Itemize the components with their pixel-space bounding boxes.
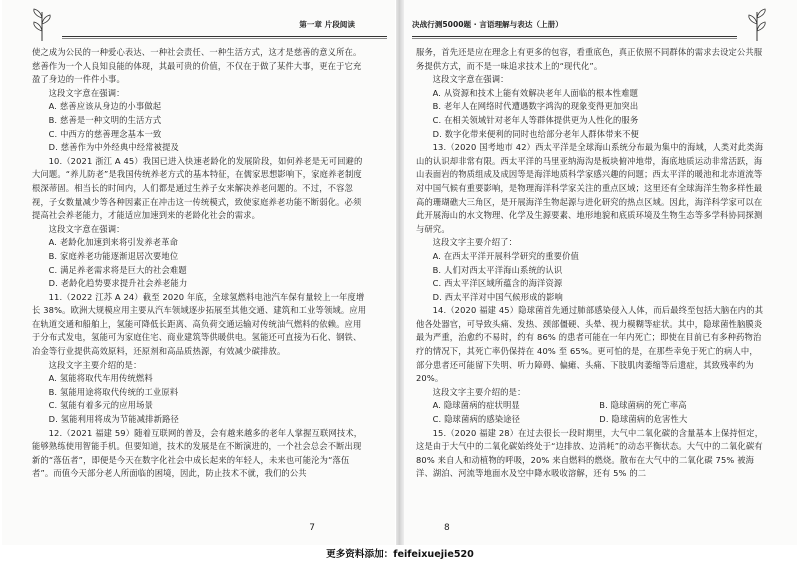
book-title-header: 决战行测5000题 · 言语理解与表达（上册） <box>412 20 563 29</box>
answer-option: D. 老龄化趋势要求提升社会养老能力 <box>48 278 188 289</box>
answer-option: C. 在相关领域针对老年人等群体提供更为人性化的服务 <box>432 114 639 125</box>
answer-option: B. 隐球菌病的死亡率高 <box>599 400 687 411</box>
answer-option: C. 中西方的慈善理念基本一致 <box>48 128 162 139</box>
answer-option: C. 西太平洋区域所蕴含的海洋资源 <box>432 278 563 289</box>
answer-option: A. 氢能将取代车用传统燃料 <box>48 373 153 384</box>
answer-option: B. 人们对西太平洋海山系统的认识 <box>432 264 563 275</box>
answer-option: A. 从资源和技术上能有效解决老年人面临的根本性难题 <box>432 87 639 98</box>
answer-option: C. 氢能有着多元的应用场景 <box>48 400 154 411</box>
answer-option: D. 西太平洋对中国气候形成的影响 <box>432 291 563 302</box>
header-rule-thin <box>62 38 387 39</box>
answer-option: D. 隐球菌病的危害性大 <box>599 414 688 425</box>
question-paragraph: 15.（2020 福建 28）在过去很长一段时期里，大气中二氧化碳的含量基本上保持恒定，这是由于大气中的二氧化碳始终处于“边排放、边消耗”的动态平衡状态。大气中的二氧化碳有 80% 来自人和动植物的呼吸，20% 来自燃料的燃烧。散布在大气中的二氧化碳 75% 被海洋、湖泊、河流等地面水及空中降水吸收溶解，还有 5% 的二 <box>416 427 764 479</box>
page-number: 7 <box>309 523 315 533</box>
leaf-ornament-icon <box>30 8 54 42</box>
chapter-header: 第一章 片段阅读 <box>299 20 355 29</box>
left-page <box>2 0 395 545</box>
paragraph: 服务，首先还是应在理念上有更多的包容，看重底色，真正依照不同群体的需求去设定公共服务提供方式，而不是一味追求技术上的“现代化”。 <box>416 47 763 71</box>
answer-option: A. 在西太平洋开展科学研究的重要价值 <box>432 250 579 261</box>
question-stem: 这段文字意在强调： <box>432 74 509 85</box>
question-paragraph: 13.（2020 国考地市 42）西太平洋是全球海山系统分布最为集中的海域，人类对此类海山的认识却非常有限。西太平洋的马里亚纳海沟是板块俯冲地带，海底地质运动非常活跃，海山表面岩的物质组成及成因等是海洋地质科学家感兴趣的问题；西太平洋的暖池和北赤道流等对中国气候有重要影响，是物理海洋科学家关注的重点区域；这里还有全球海洋生物多样性最高的珊瑚礁大三角区，是开展海洋生物起源与进化研究的热点区域。因此，海洋科学家可以在此开展海山的水文物理、化学及生源要素、地形地貌和底质环境及生物生态等多学科协同探测与研究。 <box>416 142 764 234</box>
question-paragraph: 10.（2021 浙江 A 45）我国已进入快速老龄化的发展阶段，如何养老是无可回避的大问题。“养儿防老”是我国传统养老方式的基本特征，在儒家思想影响下，家庭养老制度根深蒂固。相当长的时间内，人们都是通过生养子女来解决养老问题的。不过，不容忽视，子女数量减少等各种因素正在冲击这一传统模式，致使家庭养老功能不断弱化。必须提高社会养老能力，才能适应加速到来的老龄化社会的需求。 <box>32 155 363 221</box>
answer-option: B. 氢能用途将取代传统的工业原料 <box>48 386 179 397</box>
answer-option: C. 满足养老需求将是巨大的社会难题 <box>48 264 187 275</box>
header-rule-thin <box>412 38 737 39</box>
question-paragraph: 11.（2022 江苏 A 24）截至 2020 年底，全球氢燃料电池汽车保有量较上一年度增长 38%。欧洲大规模应用主要从汽车领域逐步拓展至其他交通、建筑和工业等领域。应用在轨道交通和船舶上，氢能可降低长距离、高负荷交通运输对传统油气燃料的依赖。应用于分布式发电，氢能可为家庭住宅、商业建筑等供暖供电。氢能还可直接为石化、钢铁、冶金等行业提供高效原料，还原剂和高品质热源，有效减少碳排放。 <box>32 291 367 357</box>
right-page <box>404 0 797 545</box>
footer-watermark-text: 更多资料添加：feifeixuejie520 <box>326 549 474 560</box>
question-stem: 这段文字意在强调： <box>48 223 125 234</box>
leaf-ornament-icon <box>745 8 769 42</box>
answer-option: B. 家庭养老功能逐渐退居次要地位 <box>48 250 179 261</box>
answer-option: D. 慈善作为中外经典中经常被提及 <box>48 142 179 153</box>
option-grid <box>416 399 766 426</box>
answer-option: A. 老龄化加速到来将引发养老革命 <box>48 237 179 248</box>
right-page-body <box>416 46 766 481</box>
book-gutter <box>396 0 404 545</box>
header-rule <box>412 36 737 37</box>
question-stem: 这段文字主要介绍的是： <box>48 359 142 370</box>
question-paragraph: 12.（2021 福建 59）随着互联网的普及，会有越来越多的老年人掌握互联网技术，能够熟练使用智能手机。但要知道，技术的发展是在不断演进的，一个社会总会不断出现新的“落伍者”，即便是今天在数字化社会中成长起来的年轻人，未来也可能沦为“落伍者”。而值今天部分老人所面临的困境，因此，防止技术不就，我们的公共 <box>32 427 363 479</box>
answer-option: B. 老年人在网络时代遭遇数字鸿沟的现象变得更加突出 <box>432 101 639 112</box>
answer-option: C. 隐球菌病的感染途径 <box>432 414 521 425</box>
header-rule <box>62 36 387 37</box>
paragraph: 使之成为公民的一种爱心表达、一种社会责任、一种生活方式，这才是慈善的意义所在。慈善作为一个人良知良能的体现，其最可贵的价值，不仅在于做了某件大事，更在于它充盈了身边的一件件小事。 <box>32 47 362 85</box>
page-number: 8 <box>444 523 450 533</box>
answer-option: A. 慈善应该从身边的小事做起 <box>48 101 162 112</box>
question-paragraph: 14.（2020 福建 45）隐球菌首先通过肺部感染侵入人体，而后最终至包括大脑在内的其他各处器官，可导致头痛、发热、颈部僵硬、头晕、视力模糊等症状。其中，隐球菌性脑膜炎最为严重，治愈约不易时，约有 86% 的患者可能在一年内死亡；即使在目前已有多种药物治疗的情况下，其死亡率仍保持在 40% 至 65%。更可怕的是，在那些幸免于死亡的病人中，部分患者还可能留下失明、听力障碍、偏瘫、头痛、下肢肌肉萎缩等后遗症，其致残率约为 20%。 <box>416 305 764 384</box>
question-stem: 这段文字主要介绍的是： <box>432 386 526 397</box>
question-stem: 这段文字意在强调： <box>48 87 125 98</box>
question-stem: 这段文字主要介绍了： <box>432 237 518 248</box>
answer-option: B. 慈善是一种文明的生活方式 <box>48 114 162 125</box>
left-page-body <box>32 46 368 481</box>
answer-option: A. 隐球菌病的症状明显 <box>432 400 520 411</box>
answer-option: D. 氢能利用将成为节能减排新路径 <box>48 414 179 425</box>
answer-option: D. 数字化带来便利的同时也给部分老年人群体带来不便 <box>432 128 639 139</box>
